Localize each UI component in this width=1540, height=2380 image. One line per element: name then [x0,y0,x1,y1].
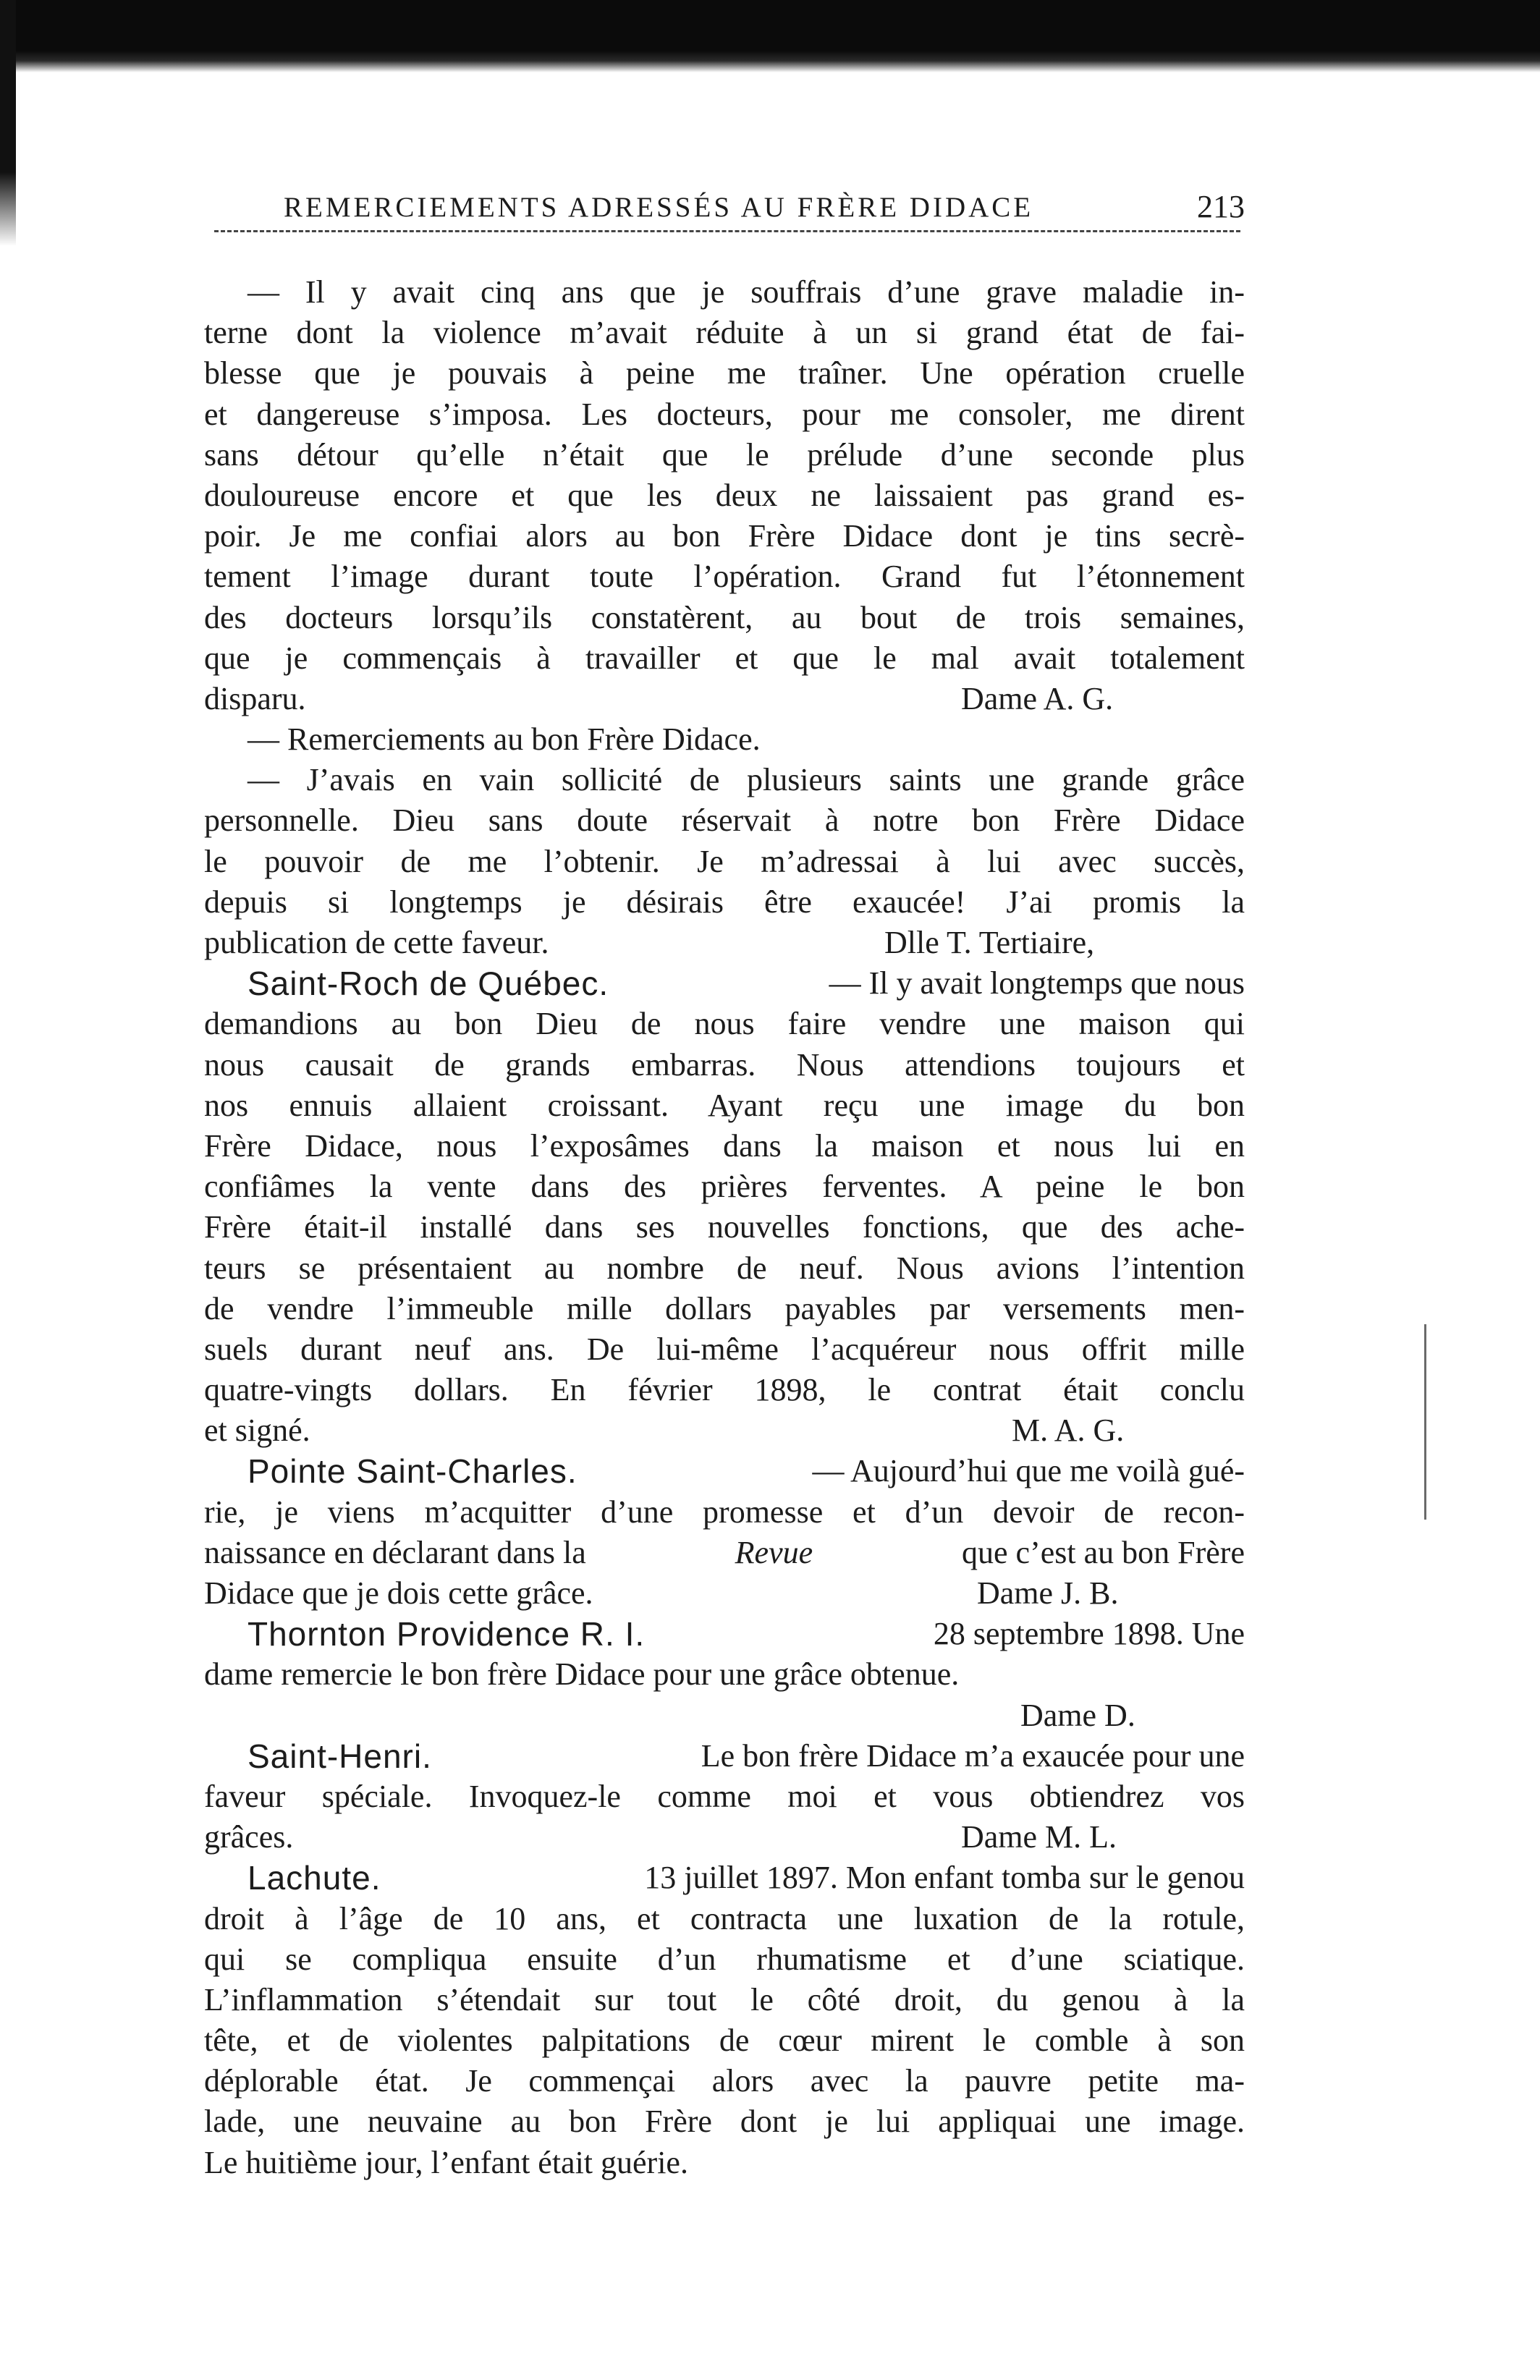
text-line: sans détour qu’elle n’était que le prélude d’une seconde plus [204,436,1245,473]
signature: Dlle T. Tertiaire, [884,925,1095,960]
text-fragment: — Aujourd’hui que me voilà gué- [812,1453,1245,1489]
scan-border-top [0,0,1540,72]
text-line: et dangereuse s’imposa. Les docteurs, pour me consoler, me dirent [204,396,1245,432]
text-line: déplorable état. Je commençai alors avec la pauvre petite ma- [204,2063,1245,2099]
text-line: depuis si longtemps je désirais être exaucée! J’ai promis la [204,884,1245,920]
text-line: suels durant neuf ans. De lui-même l’acquéreur nous offrit mille [204,1331,1245,1367]
text-line: tement l’image durant toute l’opération. Grand fut l’étonnement [204,559,1245,595]
text-fragment: que c’est au bon Frère [962,1534,1245,1570]
text-line: tête, et de violentes palpitations de cœur mirent le comble à son [204,2023,1245,2059]
text-line-with-signature [204,1817,1245,1858]
text-line: terne dont la violence m’avait réduite à un si grand état de fai- [204,315,1245,351]
text-line: demandions au bon Dieu de nous faire vendre une maison qui [204,1006,1245,1042]
text-fragment: — Il y avait longtemps que nous [829,965,1245,1001]
place-name: Lachute. [248,1859,381,1897]
text-fragment: 28 septembre 1898. Une [933,1616,1245,1652]
text-line: qui se compliqua ensuite d’un rhumatisme et d’une sciatique. [204,1941,1245,1977]
text-line-with-signature [204,923,1245,963]
text-fragment: et signé. [204,1413,310,1449]
text-line-with-emphasis [204,1533,1245,1573]
text-line: nos ennuis allaient croissant. Ayant reçu une image du bon [204,1087,1245,1123]
text-line: droit à l’âge de 10 ans, et contracta une luxation de la rotule, [204,1900,1245,1936]
signature: Dame D. [1020,1697,1135,1733]
text-line: poir. Je me confiai alors au bon Frère Didace dont je tins secrè- [204,518,1245,554]
entry-heading-line [204,1858,1245,1898]
text-line: lade, une neuvaine au bon Frère dont je lui appliquai une image. [204,2104,1245,2140]
journal-title: Revue [735,1534,813,1570]
signature: Dame J. B. [977,1575,1119,1611]
signature: Dame M. L. [961,1819,1117,1855]
entry-heading-line [204,1736,1245,1776]
text-line: Frère était-il installé dans ses nouvelles fonctions, que des ache- [204,1209,1245,1245]
text-fragment: naissance en déclarant dans la [204,1534,586,1570]
text-line: personnelle. Dieu sans doute réservait à notre bon Frère Didace [204,802,1245,839]
text-line: faveur spéciale. Invoquez-le comme moi et vous obtiendrez vos [204,1778,1245,1814]
place-name: Saint-Roch de Québec. [248,965,609,1003]
signature: Dame A. G. [961,680,1114,716]
text-line-with-signature [204,1573,1245,1614]
text-line: — J’avais en vain sollicité de plusieurs saints une grande grâce [248,762,1245,798]
entry-heading-line [204,963,1245,1004]
text-line: Frère Didace, nous l’exposâmes dans la maison et nous lui en [204,1127,1245,1164]
place-name: Thornton Providence R. I. [248,1615,646,1653]
page-header [204,187,1245,237]
page-number: 213 [1197,189,1245,224]
entry-heading-line [204,1614,1245,1654]
text-fragment: disparu. [204,680,306,716]
text-line: confiâmes la vente dans des prières ferventes. A peine le bon [204,1169,1245,1205]
text-line: — Il y avait cinq ans que je souffrais d’une grave maladie in- [248,274,1245,310]
text-line: le pouvoir de me l’obtenir. Je m’adressai à lui avec succès, [204,843,1245,879]
text-line: — Remerciements au bon Frère Didace. [248,721,761,758]
text-fragment: Didace que je dois cette grâce. [204,1575,593,1611]
text-fragment: publication de cette faveur. [204,925,549,960]
running-title: REMERCIEMENTS ADRESSÉS AU FRÈRE DIDACE [284,192,1034,223]
text-line: que je commençais à travailler et que le mal avait totalement [204,640,1245,676]
text-line: des docteurs lorsqu’ils constatèrent, au bout de trois semaines, [204,599,1245,635]
text-line-with-signature [204,679,1245,719]
entry-heading-line [204,1451,1245,1491]
text-line: rie, je viens m’acquitter d’une promesse et d’un devoir de recon- [204,1494,1245,1530]
text-line: quatre-vingts dollars. En février 1898, le contrat était conclu [204,1372,1245,1408]
text-fragment: Le bon frère Didace m’a exaucée pour une [701,1737,1245,1774]
text-line: nous causait de grands embarras. Nous attendions toujours et [204,1046,1245,1083]
text-line: Le huitième jour, l’enfant était guérie. [204,2144,688,2180]
place-name: Pointe Saint-Charles. [248,1452,578,1491]
text-fragment: 13 juillet 1897. Mon enfant tomba sur le genou [644,1860,1245,1896]
header-rule [214,230,1240,232]
scan-border-left [0,0,16,246]
body-text [204,272,1245,2183]
text-line: douloureuse encore et que les deux ne laissaient pas grand es- [204,477,1245,513]
place-name: Saint-Henri. [248,1737,432,1775]
text-line: blesse que je pouvais à peine me traîner. Une opération cruelle [204,355,1245,391]
text-line: dame remercie le bon frère Didace pour une grâce obtenue. [204,1656,960,1693]
text-line: de vendre l’immeuble mille dollars payables par versements men- [204,1290,1245,1326]
text-fragment: grâces. [204,1819,294,1855]
text-line-with-signature [204,1410,1245,1451]
signature: M. A. G. [1012,1413,1125,1449]
text-line: L’inflammation s’étendait sur tout le côté droit, du genou à la [204,1981,1245,2017]
signature-line [204,1695,1245,1736]
text-line: teurs se présentaient au nombre de neuf. Nous avions l’intention [204,1250,1245,1286]
margin-mark [1424,1324,1426,1520]
